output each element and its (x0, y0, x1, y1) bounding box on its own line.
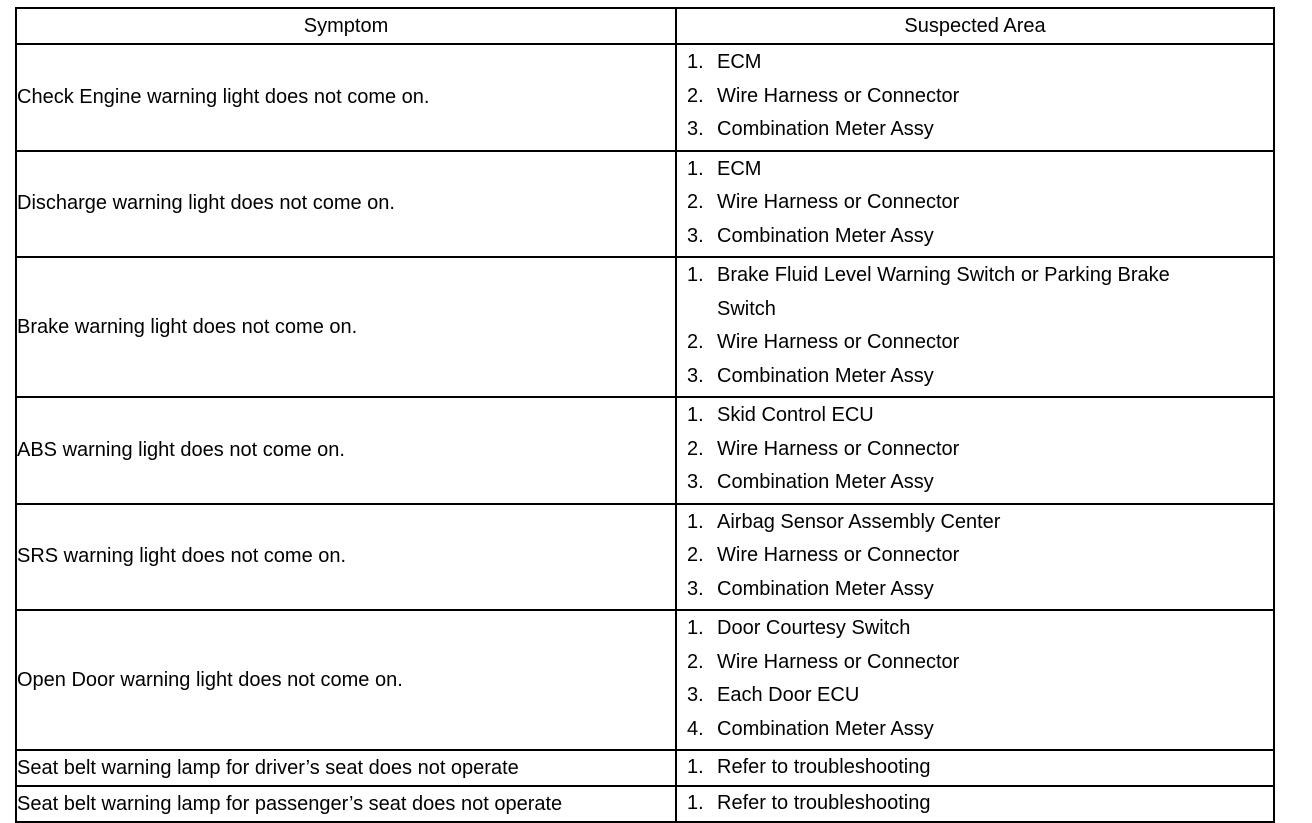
list-item-number: 3. (687, 118, 704, 140)
suspected-area-list (677, 751, 1273, 785)
list-item-text: Brake Fluid Level Warning Switch or Parking Brake Switch (717, 264, 1170, 320)
list-item (677, 713, 1273, 747)
list-item (677, 787, 1273, 821)
list-item-number: 1. (687, 51, 704, 73)
list-item (677, 573, 1273, 607)
list-item (677, 751, 1273, 785)
list-item-text: Combination Meter Assy (717, 471, 934, 493)
list-item (677, 259, 1273, 326)
list-item (677, 506, 1273, 540)
symptom-cell: Discharge warning light does not come on. (16, 151, 676, 258)
suspected-area-cell (676, 397, 1274, 504)
symptom-cell: Seat belt warning lamp for passenger’s seat does not operate (16, 786, 676, 822)
suspected-area-list (677, 152, 1273, 257)
list-item-number: 3. (687, 471, 704, 493)
table-row (16, 257, 1274, 397)
list-item-text: Wire Harness or Connector (717, 331, 960, 353)
list-item (677, 646, 1273, 680)
list-item-text: ECM (717, 51, 762, 73)
list-item-number: 4. (687, 717, 704, 740)
list-item (677, 679, 1273, 713)
table-row (16, 44, 1274, 151)
list-item (677, 113, 1273, 147)
suspected-area-cell (676, 504, 1274, 611)
list-item-text: Combination Meter Assy (717, 118, 934, 140)
symptom-cell: Seat belt warning lamp for driver’s seat does not operate (16, 750, 676, 786)
list-item (677, 433, 1273, 467)
list-item-number: 1. (687, 617, 704, 639)
list-item-number: 2. (687, 191, 704, 213)
list-item-text: Airbag Sensor Assembly Center (717, 510, 1001, 533)
table-row (16, 610, 1274, 750)
list-item (677, 80, 1273, 114)
list-item-number: 2. (687, 84, 704, 107)
list-item-number: 1. (687, 792, 704, 815)
table-row (16, 397, 1274, 504)
list-item-text: Wire Harness or Connector (717, 544, 960, 566)
list-item (677, 153, 1273, 187)
suspected-area-cell (676, 151, 1274, 258)
list-item (677, 466, 1273, 500)
list-item (677, 46, 1273, 80)
symptom-cell: Brake warning light does not come on. (16, 257, 676, 397)
suspected-area-cell (676, 257, 1274, 397)
symptom-cell: ABS warning light does not come on. (16, 397, 676, 504)
list-item-number: 3. (687, 364, 704, 387)
list-item (677, 326, 1273, 360)
list-item (677, 220, 1273, 254)
list-item-number: 1. (687, 264, 704, 286)
list-item-text: Door Courtesy Switch (717, 617, 911, 639)
suspected-area-cell (676, 610, 1274, 750)
suspected-area-list (677, 787, 1273, 821)
table-row (16, 786, 1274, 822)
symptom-table (15, 7, 1275, 823)
list-item-number: 3. (687, 577, 704, 600)
symptom-cell: SRS warning light does not come on. (16, 504, 676, 611)
list-item-text: Wire Harness or Connector (717, 84, 960, 107)
list-item-text: Wire Harness or Connector (717, 650, 960, 673)
list-item-number: 1. (687, 510, 704, 533)
list-item-text: Combination Meter Assy (717, 717, 934, 740)
list-item-number: 2. (687, 650, 704, 673)
list-item-text: Wire Harness or Connector (717, 191, 960, 213)
list-item (677, 539, 1273, 573)
table-row (16, 151, 1274, 258)
list-item-number: 1. (687, 157, 704, 180)
list-item (677, 360, 1273, 394)
header-suspected-area: Suspected Area (676, 8, 1274, 44)
list-item-number: 2. (687, 437, 704, 460)
symptom-cell: Check Engine warning light does not come on. (16, 44, 676, 151)
header-row (16, 8, 1274, 44)
table-row (16, 504, 1274, 611)
suspected-area-cell (676, 786, 1274, 822)
list-item-text: Refer to troubleshooting (717, 792, 931, 815)
list-item-text: ECM (717, 157, 762, 180)
suspected-area-list (677, 258, 1273, 396)
symptom-cell: Open Door warning light does not come on. (16, 610, 676, 750)
list-item-text: Each Door ECU (717, 684, 860, 706)
suspected-area-list (677, 611, 1273, 749)
list-item-number: 2. (687, 331, 704, 353)
list-item-text: Wire Harness or Connector (717, 437, 960, 460)
table-row (16, 750, 1274, 786)
list-item-number: 1. (687, 756, 704, 779)
suspected-area-list (677, 398, 1273, 503)
header-symptom: Symptom (16, 8, 676, 44)
suspected-area-list (677, 45, 1273, 150)
list-item-text: Combination Meter Assy (717, 364, 934, 387)
suspected-area-cell (676, 44, 1274, 151)
suspected-area-cell (676, 750, 1274, 786)
list-item-number: 2. (687, 544, 704, 566)
list-item-text: Combination Meter Assy (717, 577, 934, 600)
list-item (677, 399, 1273, 433)
list-item-number: 3. (687, 224, 704, 247)
list-item (677, 612, 1273, 646)
list-item-number: 3. (687, 684, 704, 706)
list-item (677, 186, 1273, 220)
list-item-text: Combination Meter Assy (717, 224, 934, 247)
list-item-text: Skid Control ECU (717, 404, 874, 426)
list-item-number: 1. (687, 404, 704, 426)
suspected-area-list (677, 505, 1273, 610)
list-item-text: Refer to troubleshooting (717, 756, 931, 779)
